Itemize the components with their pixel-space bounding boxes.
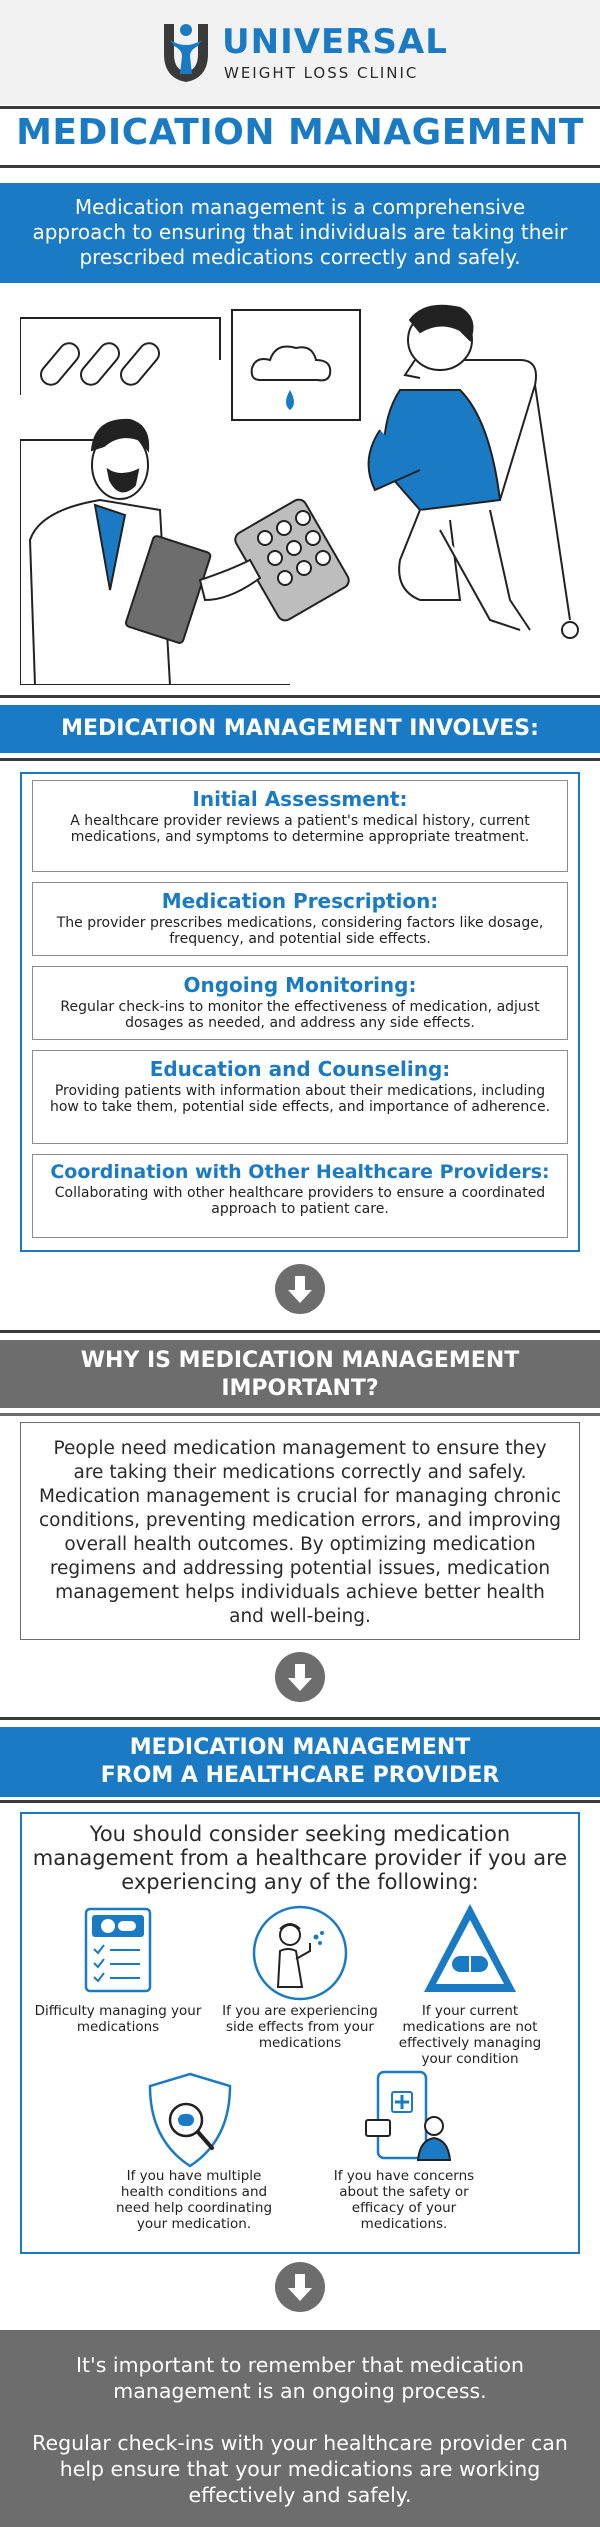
condition-label: If you are experiencing side effects from your medications xyxy=(222,2003,378,2051)
down-arrow-icon xyxy=(275,2262,325,2312)
divider xyxy=(0,1717,600,1720)
item-desc: The provider prescribes medications, considering factors like dosage, frequency, and potential side effects. xyxy=(56,915,544,947)
item-title: Medication Prescription: xyxy=(161,889,439,913)
logo-figure-icon xyxy=(158,20,214,84)
brand-subtitle: WEIGHT LOSS CLINIC xyxy=(224,64,419,82)
header xyxy=(0,0,600,105)
involves-item xyxy=(32,1154,568,1238)
warning-pill-icon xyxy=(420,1900,520,2000)
item-title: Education and Counseling: xyxy=(149,1057,451,1081)
involves-item xyxy=(32,966,568,1040)
divider xyxy=(0,1800,600,1803)
doctor-patient-illustration xyxy=(20,300,580,685)
phone-doctor-icon xyxy=(362,2068,462,2168)
checklist-pills-icon xyxy=(80,1905,156,1995)
provider-heading xyxy=(0,1727,600,1797)
divider xyxy=(0,165,600,168)
involves-item xyxy=(32,882,568,956)
involves-item xyxy=(32,780,568,872)
divider xyxy=(0,1413,600,1416)
why-heading xyxy=(0,1340,600,1408)
condition-label: If your current medications are not effectively managing your condition xyxy=(398,2003,542,2067)
why-body: People need medication management to ensure they are taking their medications correctly and safely. Medication management is crucial for managing chronic conditions, preventing medication errors, and improving overall health outcomes. By optimizing medication regimens and addressing potential issues, medication management helps individuals achieve better health and well-being. xyxy=(20,1422,580,1640)
closing-section xyxy=(0,2330,600,2527)
condition-label: If you have multiple health conditions and need help coordinating your medication. xyxy=(115,2168,273,2232)
closing-text-2: Regular check-ins with your healthcare provider can help ensure that your medications are working effectively and safely. xyxy=(32,2431,568,2507)
item-title: Coordination with Other Healthcare Providers: xyxy=(50,1161,550,1183)
condition-label: Difficulty managing your medications xyxy=(34,2003,202,2035)
down-arrow-icon xyxy=(275,1264,325,1314)
divider xyxy=(0,695,600,698)
condition-label: If you have concerns about the safety or efficacy of your medications. xyxy=(333,2168,475,2232)
intro-text: Medication management is a comprehensive approach to ensuring that individuals are taking their prescribed medications correctly and safely. xyxy=(0,183,600,283)
page-title: MEDICATION MANAGEMENT xyxy=(16,112,584,153)
closing-text-1: It's important to remember that medication management is an ongoing process. xyxy=(75,2353,525,2403)
item-title: Ongoing Monitoring: xyxy=(183,973,417,997)
logo[interactable] xyxy=(158,20,448,90)
divider xyxy=(0,758,600,761)
provider-heading-line1: MEDICATION MANAGEMENT xyxy=(129,1735,471,1760)
item-desc: Regular check-ins to monitor the effectiveness of medication, adjust dosages as needed, and address any side effects. xyxy=(60,999,540,1031)
involves-heading: MEDICATION MANAGEMENT INVOLVES: xyxy=(0,705,600,753)
coughing-person-icon xyxy=(250,1903,350,2003)
brand-name: UNIVERSAL xyxy=(222,22,448,62)
provider-intro: You should consider seeking medication management from a healthcare provider if you are experiencing any of the following: xyxy=(32,1822,568,1894)
down-arrow-icon xyxy=(275,1652,325,1702)
divider xyxy=(0,1330,600,1333)
involves-item xyxy=(32,1050,568,1144)
provider-heading-line2: FROM A HEALTHCARE PROVIDER xyxy=(100,1763,500,1788)
why-heading-line1: WHY IS MEDICATION MANAGEMENT xyxy=(80,1348,520,1373)
item-desc: Providing patients with information about their medications, including how to take them, potential side effects, and importance of adherence. xyxy=(49,1083,551,1115)
item-desc: A healthcare provider reviews a patient's medical history, current medications, and symptoms to determine appropriate treatment. xyxy=(70,813,530,845)
item-desc: Collaborating with other healthcare providers to ensure a coordinated approach to patient care. xyxy=(54,1185,546,1217)
divider xyxy=(0,106,600,109)
shield-magnifier-icon xyxy=(142,2070,238,2170)
why-heading-line2: IMPORTANT? xyxy=(221,1376,379,1401)
item-title: Initial Assessment: xyxy=(192,787,408,811)
